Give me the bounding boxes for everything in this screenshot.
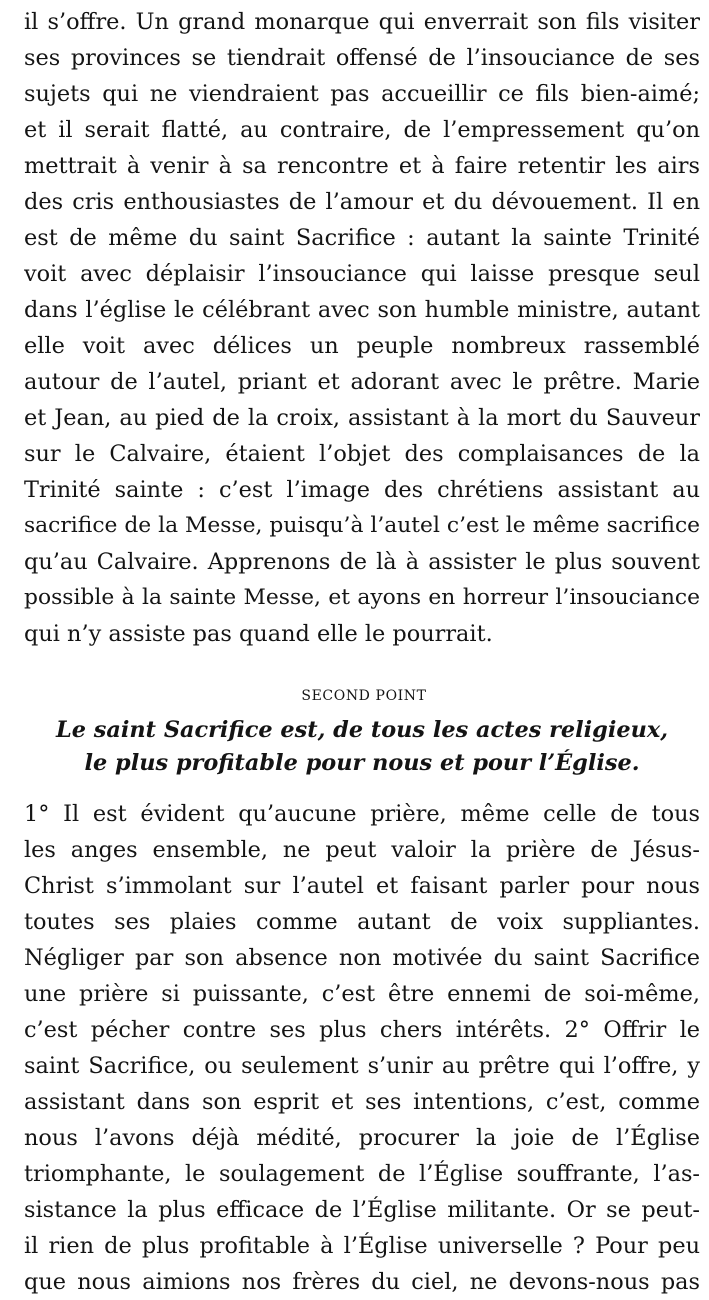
text-line: que nous aimions nos frères du ciel, ne devons-nous pas	[24, 1269, 700, 1295]
text-line: sacrifice de la Messe, puisqu’à l’autel c’est le même sacrifice	[24, 513, 700, 538]
text-line: sur le Calvaire, étaient l’objet des complaisances de la	[24, 441, 700, 467]
text-line: autour de l’autel, priant et adorant avec le prêtre. Marie	[24, 369, 700, 395]
heading-line: le plus profitable pour nous et pour l’Église.	[84, 750, 640, 776]
text-line: et il serait flatté, au contraire, de l’empressement qu’on	[24, 117, 700, 143]
spacer	[24, 780, 700, 796]
text-line: voit avec déplaisir l’insouciance qui laisse presque seul	[24, 261, 700, 287]
text-line: sistance la plus efficace de l’Église militante. Or se peut-	[24, 1197, 700, 1223]
text-line: triomphante, le soulagement de l’Église souffrante, l’as-	[24, 1161, 700, 1187]
text-line: ses provinces se tiendrait offensé de l’insouciance de ses	[24, 45, 700, 71]
text-line: Négliger par son absence non motivée du saint Sacrifice	[24, 945, 700, 971]
text-line: les anges ensemble, ne peut valoir la prière de Jésus-	[24, 837, 700, 863]
section-label: SECOND POINT	[301, 688, 427, 704]
text-line: toutes ses plaies comme autant de voix suppliantes.	[24, 909, 700, 935]
text-line: qui n’y assiste pas quand elle le pourrait.	[24, 621, 493, 647]
text-line: elle voit avec délices un peuple nombreux rassemblé	[24, 333, 700, 359]
text-line: dans l’église le célébrant avec son humble ministre, autant	[24, 297, 700, 323]
text-line: qu’au Calvaire. Apprenons de là à assister le plus souvent	[24, 549, 700, 575]
second-paragraph	[24, 796, 700, 1300]
top-paragraph	[24, 4, 700, 652]
section-heading	[24, 714, 700, 780]
text-line: nous l’avons déjà médité, procurer la joie de l’Église	[24, 1125, 700, 1151]
text-line: Trinité sainte : c’est l’image des chrétiens assistant au	[24, 477, 700, 503]
text-line: saint Sacrifice, ou seulement s’unir au prêtre qui l’offre, y	[24, 1053, 700, 1079]
text-line: et Jean, au pied de la croix, assistant à la mort du Sauveur	[24, 405, 700, 431]
text-line: est de même du saint Sacrifice : autant la sainte Trinité	[24, 225, 700, 251]
text-line: possible à la sainte Messe, et ayons en horreur l’insouciance	[24, 585, 700, 610]
text-line: mettrait à venir à sa rencontre et à faire retentir les airs	[24, 153, 700, 179]
text-line: il s’offre. Un grand monarque qui enverrait son fils visiter	[24, 9, 700, 35]
text-line: 1° Il est évident qu’aucune prière, même celle de tous	[24, 801, 700, 827]
text-line: assistant dans son esprit et ses intentions, c’est, comme	[24, 1089, 700, 1115]
text-line: Christ s’immolant sur l’autel et faisant parler pour nous	[24, 873, 700, 899]
text-line: une prière si puissante, c’est être ennemi de soi-même,	[24, 981, 700, 1007]
text-line: il rien de plus profitable à l’Église universelle ? Pour peu	[24, 1233, 700, 1259]
text-line: c’est pécher contre ses plus chers intérêts. 2° Offrir le	[24, 1017, 700, 1043]
text-line: sujets qui ne viendraient pas accueillir ce fils bien-aimé;	[24, 81, 700, 107]
heading-line: Le saint Sacrifice est, de tous les actes religieux,	[56, 717, 668, 743]
text-line: des cris enthousiastes de l’amour et du dévouement. Il en	[24, 189, 700, 215]
